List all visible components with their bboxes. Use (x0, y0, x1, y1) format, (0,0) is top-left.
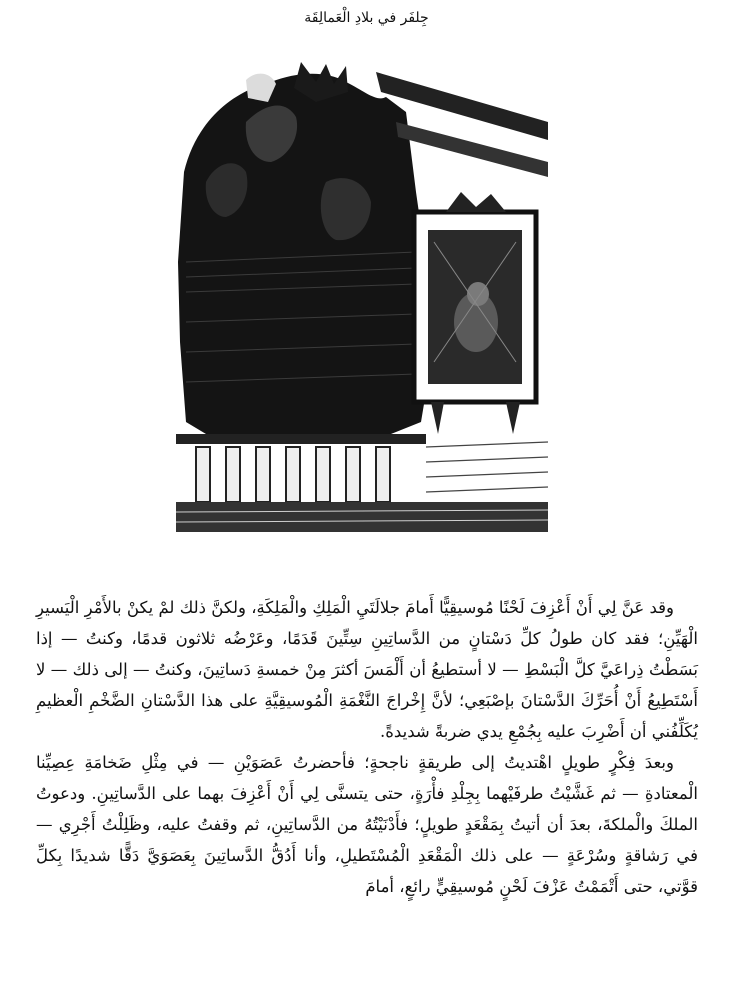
engraving-illustration (176, 62, 548, 532)
body-text (36, 592, 698, 902)
paragraph-1: وقد عَنَّ لِي أَنْ أَعْزِفَ لَحْنًا مُوسيقِيًّا أَمامَ جلالَتَيِ الْمَلِكِ والْمَلِكَةِ، ولكنَّ ذلك لمْ يكنْ بالأَمْرِ الْيَسيرِ الْهَيِّنِ؛ فقد كان طولُ كلِّ دَسْتانٍ من الدَّساتِينِ سِتِّينَ قَدَمًا، وعَرْضُه ثلاثون قدمًا، وكنتُ — إذا بَسَطْتُ ذِراعَيَّ كلَّ الْبَسْطِ — لا أستطيعُ أن أَلْمَسَ أكثرَ مِنْ خمسةِ دَساتِينَ، وكنتُ — إلى ذلك — لا أَسْتَطِيعُ أَنْ أُحَرِّكَ الدَّسْتانَ بإصْبَعِي؛ لأنَّ إِخْراجَ النَّغْمَةِ الْمُوسيقِيَّةِ على هذا الدَّسْتانِ الضَّخْمِ الْعظيمِ يُكَلِّفُني أن أَضْرِبَ عليه بِجُمْعِ يدي ضربةً شديدةً. (36, 598, 698, 741)
engraving-icon (176, 62, 548, 532)
running-title: جِلفَر في بلادِ الْعَمالِقَة (304, 10, 429, 26)
paragraph-2: وبعدَ فِكْرٍ طويلٍ اهْتديتُ إلى طريقةٍ ناجحةٍ؛ فأحضرتُ عَصَوَيْنِ — في مِثْلِ ضَخامَةِ عِصِيِّنا الْمعتادةِ — ثم غَشَّيْتُ طرفَيْهما بِجِلْدِ فأْرَةٍ، حتى يتسنَّى لِي أَنْ أَعْزِفَ بهما على الدَّساتِينِ. ودعوتُ الملكَ والْملكةَ، بعدَ أن أتيتُ بِمَقْعَدٍ طويلٍ؛ فأَدْنَيْتُهُ من الدَّساتِينِ، ثم وقفتُ عليه، وظَلِلْتُ أَجْرِي — في رَشاقةٍ وسُرْعَةٍ — على ذلك الْمَقْعَدِ الْمُسْتَطيلِ، وأنا أَدُقُّ الدَّساتِينَ بِعَصَوَيَّ دَقًّا شديدًا بِكلِّ قوَّتي، حتى أَتْمَمْتُ عَزْفَ لَحْنٍ مُوسيقِيٍّ رائعٍ، أمامَ (36, 753, 698, 896)
